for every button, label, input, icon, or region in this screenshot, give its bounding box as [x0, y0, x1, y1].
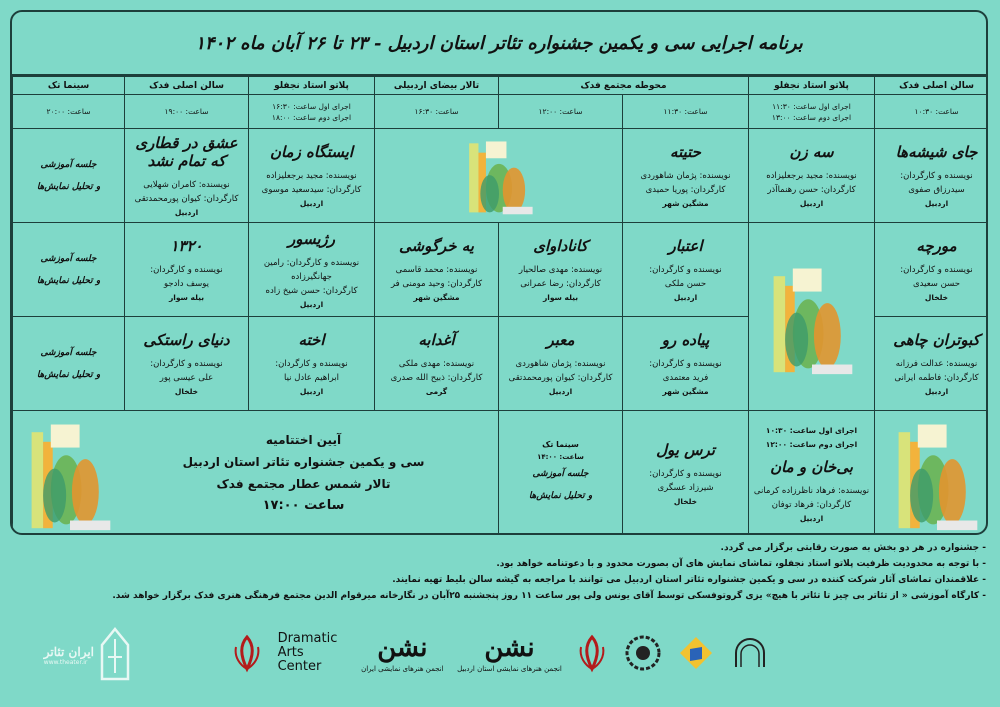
- workshop-cell: جلسه آموزشی و تحلیل نمایش‌ها: [13, 317, 125, 411]
- arts-center-logo: Dramatic Arts Center: [277, 631, 338, 674]
- arch-icon: [730, 633, 770, 673]
- play-cell: معبر نویسنده: پژمان شاهوردی کارگردان: کیوان پورمحمدتقی اردبیل: [499, 317, 623, 411]
- poster-cell: [875, 411, 989, 536]
- festival-poster-icon: [889, 413, 985, 533]
- play-cell: سه زن نویسنده: مجید برجعلیزاده کارگردان: حسن رهنماآذر اردبیل: [749, 129, 875, 223]
- header-times: ساعت: ۱۹:۰۰: [125, 95, 249, 129]
- play-cell: اجرای اول ساعت: ۱۰:۳۰ اجرای دوم ساعت: ۱۲:۰۰ بی‌خان و مان نویسنده: فرهاد ناظرزاده کرمانی کارگردان: فرهاد توفان اردبیل: [749, 411, 875, 536]
- play-cell: پیاده رو نویسنده و کارگردان: فرید معتمدی مشگین شهر: [623, 317, 749, 411]
- header-venue: سالن اصلی فدک: [875, 77, 989, 95]
- play-cell: کبوتران چاهی نویسنده: عدالت فرزانه کارگردان: فاطمه ایرانی اردبیل: [875, 317, 989, 411]
- arch-logo: [730, 633, 770, 673]
- closing-cell: [13, 411, 499, 536]
- play-cell: ایستگاه زمان نویسنده: مجید برجعلیزاده کارگردان: سیدسعید موسوی اردبیل: [249, 129, 375, 223]
- note-item: - جشنواره در هر دو بخش به صورت رقابتی برگزار می گردد.: [720, 543, 986, 553]
- poster-cell: [749, 223, 875, 411]
- header-times: ساعت: ۱۲:۰۰: [499, 95, 623, 129]
- closing-venue: تالار شمس عطار مجتمع فدک: [216, 477, 391, 491]
- round-logo: [623, 633, 663, 673]
- header-times: اجرای اول ساعت: ۱۱:۳۰ اجرای دوم ساعت: ۱۳:۰۰: [749, 95, 875, 129]
- sponsor-logos: [230, 618, 770, 688]
- round-emblem-icon: [623, 633, 663, 673]
- page-title: برنامه اجرایی سی و یکمین جشنواره تئاتر استان اردبیل - ۲۳ تا ۲۶ آبان ماه ۱۴۰۲: [12, 12, 986, 76]
- festival-poster-icon: [764, 257, 860, 377]
- book-icon: [676, 633, 716, 673]
- note-item: - کارگاه آموزشی « از تئاتر بی چیز تا تئاتر با هیچ» یزی گروتوفسکی توسط آقای یونس ولی پور ساعت ۱۱ روز پنجشنبه ۲۵آبان در نگارخانه میرقوام الدین مجتمع فرهنگی هنری فدک برگزار خواهد شد.: [112, 591, 986, 601]
- workshop-cell: جلسه آموزشی و تحلیل نمایش‌ها: [13, 223, 125, 317]
- play-cell: اخته نویسنده و کارگردان: ابراهیم عادل نیا اردبیل: [249, 317, 375, 411]
- schedule-board: [10, 10, 988, 535]
- header-times: اجرای اول ساعت: ۱۶:۳۰ اجرای دوم ساعت: ۱۸:۰۰: [249, 95, 375, 129]
- header-venue: محوطه مجتمع فدک: [499, 77, 749, 95]
- play-cell: عشق در قطاری که تمام نشد نویسنده: کامران شهلایی کارگردان: کیوان پورمحمدتقی اردبیل: [125, 129, 249, 223]
- play-cell: رژیسور نویسنده و کارگردان: رامین جهانگیرزاده کارگردان: حسن شیخ زاده اردبیل: [249, 223, 375, 317]
- association-ardabil-logo: نشن انجمن هنرهای نمایشی استان اردبیل: [457, 633, 562, 673]
- play-cell: دنیای راستکی نویسنده و کارگردان: علی عیسی پور خلخال: [125, 317, 249, 411]
- emblem-logo: [230, 633, 264, 673]
- workshop-cell: سینما تک ساعت: ۱۴:۰۰ جلسه آموزشی و تحلیل نمایش‌ها: [499, 411, 623, 536]
- emblem-icon: [230, 633, 264, 673]
- note-item: - با توجه به محدودیت ظرفیت پلاتو استاد نجفلو، تماشای نمایش های آن بصورت محدود و با دعوتنامه خواهد بود.: [496, 559, 986, 569]
- closing-title: آیین اختتامیه: [265, 433, 342, 447]
- play-cell: آغدابه نویسنده: مهدی ملکی کارگردان: ذبیح الله صدری گرمی: [375, 317, 499, 411]
- closing-festival: سی و یکمین جشنواره تئاتر استان اردبیل: [182, 455, 425, 469]
- festival-poster-icon: [22, 413, 118, 533]
- notes: [16, 540, 986, 604]
- table-row: [13, 223, 989, 317]
- association-logo: نشن انجمن هنرهای نمایشی ایران: [361, 633, 444, 673]
- header-times: ساعت: ۲۰:۰۰: [13, 95, 125, 129]
- emblem-icon: [575, 633, 609, 673]
- header-venue: سینما تک: [13, 77, 125, 95]
- site-logo: ایران تئاتر www.theater.ir: [20, 620, 130, 690]
- header-venue: سالن اصلی فدک: [125, 77, 249, 95]
- play-cell: ترس یول نویسنده و کارگردان: شیرزاد عسگری خلخال: [623, 411, 749, 536]
- book-logo: [676, 633, 716, 673]
- header-venue: پلاتو استاد نجفلو: [249, 77, 375, 95]
- play-cell: اعتبار نویسنده و کارگردان: حسن ملکی اردبیل: [623, 223, 749, 317]
- header-venue: پلاتو استاد نجفلو: [749, 77, 875, 95]
- play-cell: جای شیشه‌ها نویسنده و کارگردان: سیدرزاق صفوی اردبیل: [875, 129, 989, 223]
- schedule-table: [12, 76, 988, 535]
- header-times: ساعت: ۱۶:۳۰: [375, 95, 499, 129]
- play-cell: کاناداوای نویسنده: مهدی صالحیار کارگردان: رضا عمرانی بیله سوار: [499, 223, 623, 317]
- closing-time: ساعت ۱۷:۰۰: [262, 498, 345, 513]
- play-cell: مورچه نویسنده و کارگردان: حسن سعیدی خلخال: [875, 223, 989, 317]
- header-times: ساعت: ۱۰:۳۰: [875, 95, 989, 129]
- emblem-logo-2: [575, 633, 609, 673]
- theater-mask-icon: [100, 627, 130, 683]
- note-item: - علاقمندان تماشای آثار شرکت کننده در سی و یکمین جشنواره تئاتر استان اردبیل می توانند با مراجعه به گیشه سالن بلیط تهیه نمایند.: [392, 575, 986, 585]
- table-row: [13, 129, 989, 223]
- play-cell: یه خرگوشی نویسنده: محمد قاسمی کارگردان: وحید مومنی فر مشگین شهر: [375, 223, 499, 317]
- festival-poster-icon: [451, 134, 547, 218]
- poster-cell: [375, 129, 623, 223]
- table-row: [13, 411, 989, 536]
- header-venue: تالار بیضای اردبیلی: [375, 77, 499, 95]
- play-cell: ۱۳۲۰ نویسنده و کارگردان: یوسف دادجو بیله سوار: [125, 223, 249, 317]
- workshop-cell: جلسه آموزشی و تحلیل نمایش‌ها: [13, 129, 125, 223]
- header-times: ساعت: ۱۱:۳۰: [623, 95, 749, 129]
- play-cell: حتیته نویسنده: پژمان شاهوردی کارگردان: پوریا حمیدی مشگین شهر: [623, 129, 749, 223]
